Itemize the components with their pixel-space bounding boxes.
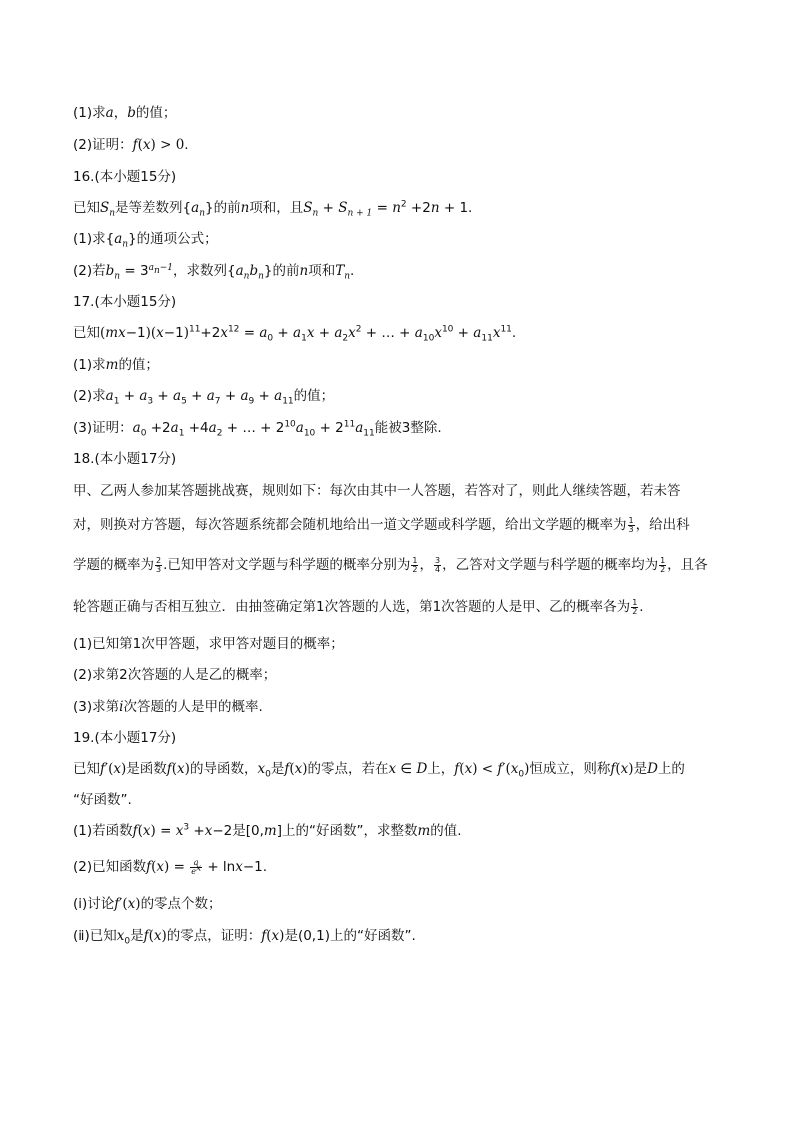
q19-heading: 19.(本小题17分) bbox=[73, 730, 177, 746]
q19-stem-line2: “好函数”. bbox=[73, 792, 132, 808]
q17-part2: (2)求$a_1 + a_3 + a_5 + a_7 + a_9 + a_{11}$的值； bbox=[73, 388, 335, 407]
q18-part1: (1)已知第1次甲答题，求甲答对题目的概率； bbox=[73, 636, 344, 652]
q15-part1: (1)求a，b的值； bbox=[73, 105, 177, 121]
q16-part2: (2)若$b_n = 3^{a_n-1}$，求数列$\{a_nb_n\}$的前n项和$T_n$. bbox=[73, 262, 355, 282]
q17-heading: 17.(本小题15分) bbox=[73, 294, 177, 310]
q18-stem-line2: 对，则换对方答题，每次答题系统都会随机地给出一道文学题或科学题，给出文学题的概率为 $\frac{1}{3}$ ，给出科 bbox=[73, 515, 690, 534]
q17-part3: (3)证明：$a_0 +2a_1 +4a_2$ + … + $2^{10}a_{10} + 2^{11}a_{11}$能被3整除. bbox=[73, 419, 442, 439]
q16-stem: 已知$S_n$是等差数列$\{a_n\}$的前n项和，且$S_n + S_{n + 1} = n^2 +2n + 1$. bbox=[73, 199, 473, 219]
q17-part1: (1)求m的值； bbox=[73, 357, 159, 373]
q19-part2: (2)已知函数f(x) = $\frac{a}{e^x}$ + lnx−1. bbox=[73, 857, 268, 876]
q19-part2-i: (ⅰ)讨论f′(x)的零点个数； bbox=[73, 896, 222, 912]
q18-part2: (2)求第2次答题的人是乙的概率； bbox=[73, 667, 277, 683]
q18-stem-line4: 轮答题正确与否相互独立．由抽签确定第1次答题的人选，第1次答题的人是甲、乙的概率各为 $\frac{1}{2}$ . bbox=[73, 597, 644, 616]
q16-part1: (1)求$\{a_n\}$的通项公式； bbox=[73, 231, 218, 250]
q18-part3: (3)求第i次答题的人是甲的概率. bbox=[73, 699, 263, 715]
q19-part1: (1)若函数$f(x) = x^3 +x-2$是[0,m]上的“好函数”，求整数m的值. bbox=[73, 822, 462, 839]
q16-heading: 16.(本小题15分) bbox=[73, 169, 177, 185]
q18-heading: 18.(本小题17分) bbox=[73, 451, 177, 467]
q18-stem-line1: 甲、乙两人参加某答题挑战赛，规则如下：每次由其中一人答题，若答对了，则此人继续答题，若未答 bbox=[73, 483, 681, 499]
q15-part2: (2)证明：f(x) > 0. bbox=[73, 137, 189, 153]
q17-stem: 已知$(mx-1)(x-1)^{11}+2x^{12} = a_0 + a_1x + a_2x^2$ + … + $a_{10}x^{10} + a_{11}x^{11}$. bbox=[73, 324, 517, 344]
q18-stem-line3: 学题的概率为 $\frac{2}{3}$ .已知甲答对文学题与科学题的概率分别为 $\frac{1}{2}$ ， $\frac{3}{4}$ ，乙答对文学题与科学题的概率均为 $\frac{1}{2}$ ，且各 bbox=[73, 555, 708, 574]
q19-stem-line1: 已知f′(x)是函数f(x)的导函数，$x_0$是f(x)的零点，若在x ∈ D上，$f(x) < f'(x_0)$恒成立，则称f(x)是D上的 bbox=[73, 761, 685, 780]
q19-part2-ii: (ⅱ)已知$x_0$是f(x)的零点，证明：f(x)是(0,1)上的“好函数”. bbox=[73, 928, 416, 947]
